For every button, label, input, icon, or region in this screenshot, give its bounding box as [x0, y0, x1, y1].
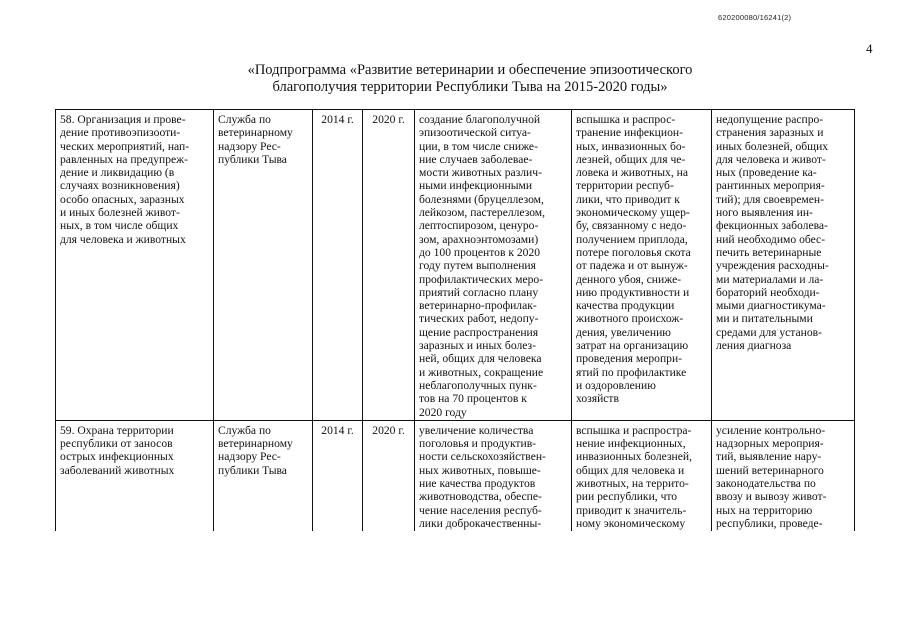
- activity-name-cell: [56, 420, 214, 531]
- activity-name: 59. Охрана территории республики от заносов острых инфекционных заболеваний животных: [60, 423, 175, 477]
- expected-result-cell: [415, 420, 572, 531]
- start-year: 2014 г.: [321, 113, 354, 126]
- link-indicators: усиление контрольно- надзорных мероприя- тий, выявление нару- шений ветеринарного законодательства по ввозу и вывозу живот- ных на территорию республики, проведе-: [716, 423, 827, 530]
- executor-cell: [214, 420, 313, 531]
- consequences: вспышка и распрос- транение инфекцион- ных, инвазионных бо- лезней, общих для че- ловека и животных, на территории респуб- лики, что приводит к экономическому ущер- бу, связанному с недо- получением приплода, потере поголовья скота от падежа и от вынуж- денного убоя, сниже- нию продуктивности и качества продукции животного происхож- дения, увеличению затрат на организацию проведения меропри- ятий по профилактике и оздоровлению хозяйств: [576, 113, 691, 406]
- expected-result: увеличение количества поголовья и продуктив- ности сельскохозяйствен- ных животных, повыше- ние качества продуктов животноводства, обеспе- чение населения респуб- лики доброкачественны-: [419, 423, 546, 530]
- start-year-cell: [313, 110, 363, 421]
- heading-line-1: «Подпрограмма «Развитие ветеринарии и обеспечение эпизоотического: [247, 62, 693, 78]
- end-year: 2020 г.: [372, 113, 405, 126]
- end-year: 2020 г.: [372, 423, 405, 437]
- consequences: вспышка и распростра- нение инфекционных, инвазионных болезней, общих для человека и животных, на террито- рии республики, что приводит к значитель- ному экономическому: [576, 423, 692, 530]
- end-year-cell: [363, 420, 415, 531]
- subprogram-heading: [150, 62, 790, 96]
- end-year-cell: [363, 110, 415, 421]
- start-year-cell: [313, 420, 363, 531]
- activity-name: 58. Организация и прове- дение противоэпизооти- ческих мероприятий, нап- равленных на предупреж- дение и ликвидацию (в случаях возникновения) особо опасных, заразных и иных болезней живот- ных, в том числе общих для человека и животных: [60, 113, 190, 246]
- table-row: [56, 110, 855, 421]
- activities-table: [55, 109, 855, 531]
- consequences-cell: [572, 110, 712, 421]
- link-indicators-cell: [712, 110, 855, 421]
- link-indicators-cell: [712, 420, 855, 531]
- expected-result: создание благополучной эпизоотической ситуа- ции, в том числе сниже- ние случаев заболевае- мости животных различ- ными инфекционными болезнями (бруцеллезом, лейкозом, пастереллезом, лептоспирозом, ценуро- зом, арахноэнтомозами) до 100 процентов к 2020 году путем выполнения профилактических меро- приятий согласно плану ветеринарно-профилак- тических работ, недопу- щение распространения заразных и иных болез- ней, общих для человека и животных, сокращение неблагополучных пунк- тов на 70 процентов к 2020 году: [419, 113, 546, 419]
- activity-name-cell: [56, 110, 214, 421]
- heading-line-2: благополучия территории Республики Тыва на 2015-2020 годы»: [272, 79, 668, 95]
- consequences-cell: [572, 420, 712, 531]
- table-row: [56, 420, 855, 531]
- start-year: 2014 г.: [321, 423, 354, 437]
- expected-result-cell: [415, 110, 572, 421]
- document-code: 620200080/16241(2): [718, 13, 792, 22]
- page-number: 4: [866, 41, 873, 56]
- executor: Служба по ветеринарному надзору Рес- публики Тыва: [218, 113, 293, 166]
- executor: Служба по ветеринарному надзору Рес- публики Тыва: [218, 423, 293, 477]
- executor-cell: [214, 110, 313, 421]
- link-indicators: недопущение распро- странения заразных и иных болезней, общих для человека и живот- ных (проведение ка- рантинных мероприя- тий); для своевремен- ного выявления ин- фекционных заболева- ний необходимо обес- печить ветеринарные учреждения расходны- ми материалами и ла- бораторий необходи- мыми диагностикума- ми и питательными средами для установ- ления диагноза: [716, 113, 829, 353]
